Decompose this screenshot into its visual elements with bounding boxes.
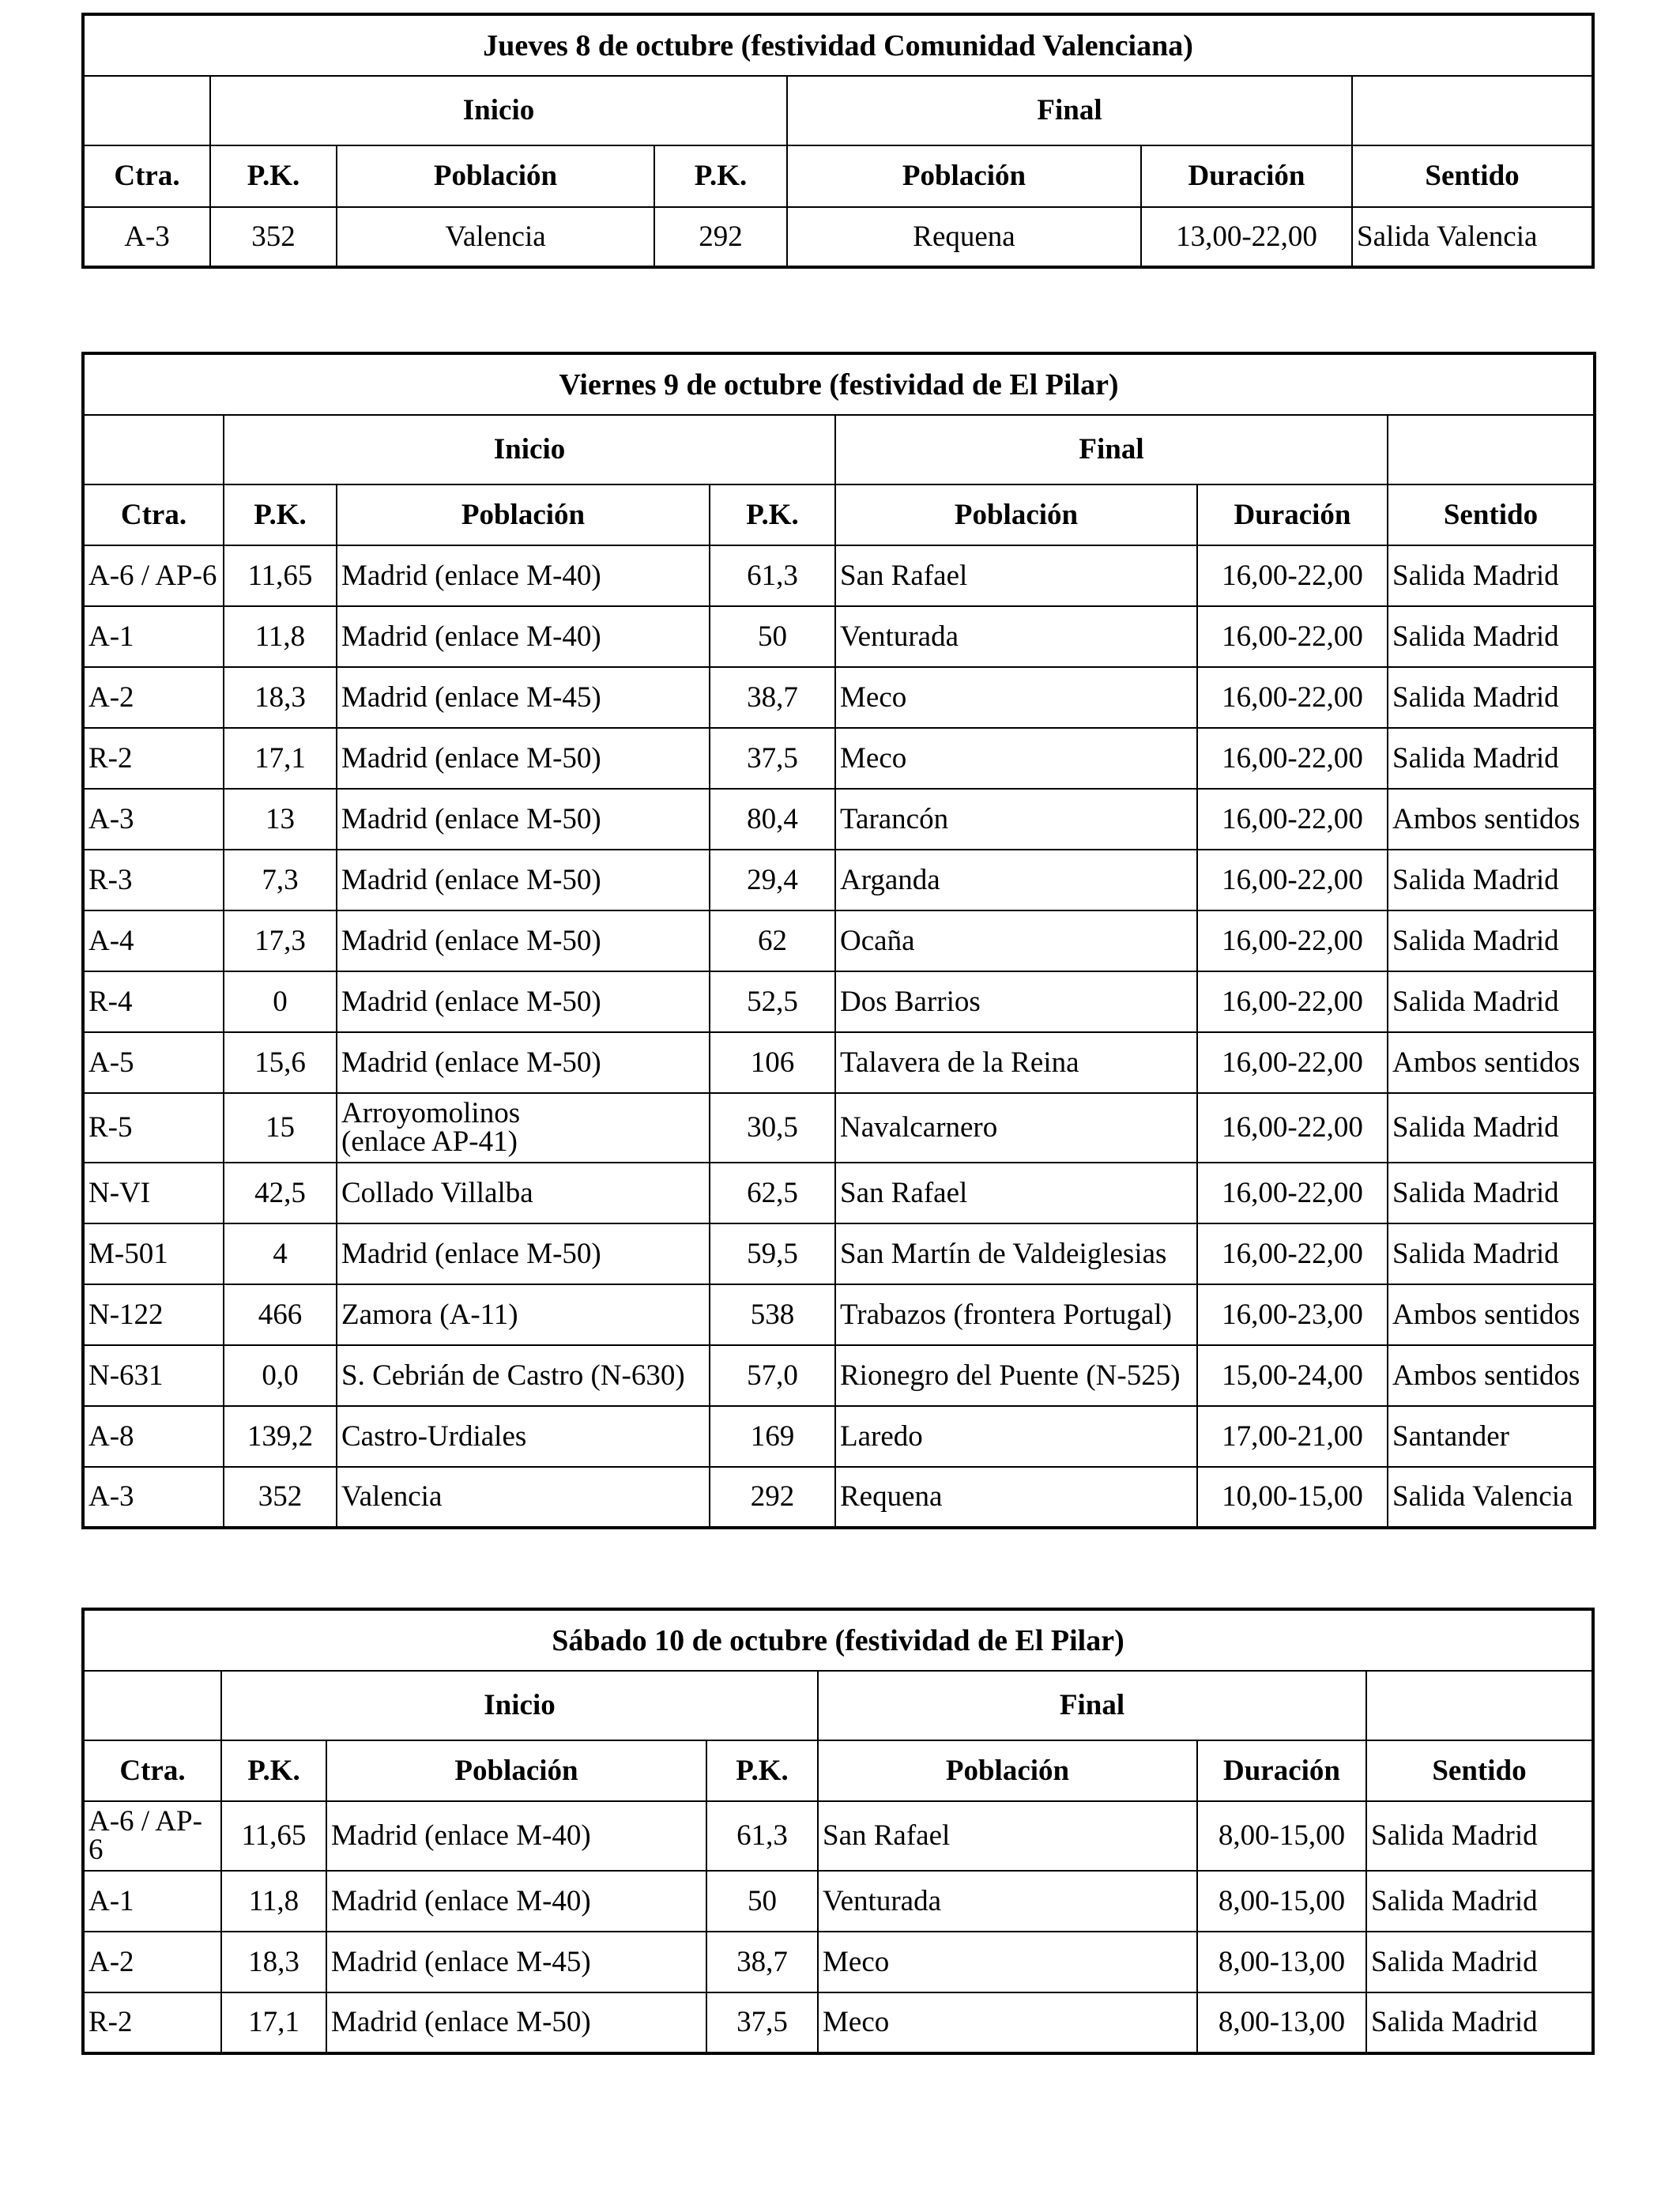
cell-duracion: 8,00-15,00 <box>1197 1801 1366 1871</box>
schedule-table-viernes <box>81 352 1596 1529</box>
cell-pk-final: 292 <box>710 1467 835 1528</box>
group-final: Final <box>835 415 1388 484</box>
cell-sentido: Salida Madrid <box>1388 1163 1595 1223</box>
cell-duracion: 16,00-22,00 <box>1197 850 1388 910</box>
cell-sentido: Salida Madrid <box>1388 728 1595 789</box>
cell-ctra: R-5 <box>83 1093 224 1163</box>
table-row <box>83 207 1593 267</box>
cell-pk-final: 106 <box>710 1032 835 1093</box>
cell-ctra: A-6 / AP-6 <box>83 545 224 606</box>
cell-pk-final: 538 <box>710 1284 835 1345</box>
cell-pk-final: 52,5 <box>710 971 835 1032</box>
table-row <box>83 850 1595 910</box>
table-row <box>83 1467 1595 1528</box>
cell-sentido: Salida Madrid <box>1388 971 1595 1032</box>
cell-ctra: N-VI <box>83 1163 224 1223</box>
cell-poblacion-final: Meco <box>835 667 1197 728</box>
group-inicio: Inicio <box>221 1671 818 1740</box>
cell-pk-final: 38,7 <box>710 667 835 728</box>
cell-duracion: 16,00-22,00 <box>1197 1223 1388 1284</box>
cell-sentido: Salida Madrid <box>1388 1223 1595 1284</box>
cell-duracion: 16,00-23,00 <box>1197 1284 1388 1345</box>
cell-sentido: Salida Madrid <box>1388 850 1595 910</box>
header-poblacion-inicio: Población <box>337 484 710 545</box>
cell-sentido: Salida Madrid <box>1388 545 1595 606</box>
cell-poblacion-final: Venturada <box>835 606 1197 667</box>
table-row <box>83 1093 1595 1163</box>
cell-pk-final: 50 <box>706 1871 818 1932</box>
cell-ctra: A-3 <box>83 789 224 850</box>
cell-sentido: Ambos sentidos <box>1388 1032 1595 1093</box>
header-pk-inicio: P.K. <box>210 145 337 207</box>
table-row <box>83 971 1595 1032</box>
table-row <box>83 606 1595 667</box>
cell-pk-final: 62 <box>710 910 835 971</box>
header-poblacion-final: Población <box>835 484 1197 545</box>
cell-poblacion-final: Meco <box>818 1932 1197 1992</box>
cell-pk-inicio: 11,8 <box>224 606 337 667</box>
cell-duracion: 8,00-13,00 <box>1197 1992 1366 2053</box>
cell-ctra: R-2 <box>83 1992 221 2053</box>
cell-ctra: A-3 <box>83 207 210 267</box>
cell-pk-final: 57,0 <box>710 1345 835 1406</box>
cell-pk-final: 29,4 <box>710 850 835 910</box>
table-row <box>83 667 1595 728</box>
cell-ctra: A-1 <box>83 1871 221 1932</box>
group-inicio: Inicio <box>224 415 835 484</box>
cell-pk-final: 292 <box>654 207 787 267</box>
cell-duracion: 16,00-22,00 <box>1197 910 1388 971</box>
header-pk-final: P.K. <box>710 484 835 545</box>
table-title: Sábado 10 de octubre (festividad de El Pilar) <box>83 1609 1593 1671</box>
cell-sentido: Ambos sentidos <box>1388 1345 1595 1406</box>
table-row <box>83 1932 1593 1992</box>
cell-ctra: R-3 <box>83 850 224 910</box>
cell-ctra: A-4 <box>83 910 224 971</box>
table-row <box>83 910 1595 971</box>
cell-pk-inicio: 466 <box>224 1284 337 1345</box>
cell-ctra: N-122 <box>83 1284 224 1345</box>
cell-poblacion-final: Trabazos (frontera Portugal) <box>835 1284 1197 1345</box>
cell-poblacion-final: Ocaña <box>835 910 1197 971</box>
cell-poblacion-inicio: Valencia <box>337 207 654 267</box>
cell-poblacion-final: San Rafael <box>835 545 1197 606</box>
header-pk-inicio: P.K. <box>224 484 337 545</box>
cell-ctra: A-8 <box>83 1406 224 1467</box>
header-ctra: Ctra. <box>83 1740 221 1801</box>
cell-sentido: Santander <box>1388 1406 1595 1467</box>
cell-pk-inicio: 0 <box>224 971 337 1032</box>
cell-sentido: Ambos sentidos <box>1388 789 1595 850</box>
cell-poblacion-inicio: Madrid (enlace M-45) <box>326 1932 706 1992</box>
cell-sentido: Salida Madrid <box>1388 1093 1595 1163</box>
cell-poblacion-inicio: Arroyomolinos (enlace AP-41) <box>337 1093 710 1163</box>
cell-duracion: 16,00-22,00 <box>1197 667 1388 728</box>
cell-pk-inicio: 11,65 <box>224 545 337 606</box>
cell-pk-inicio: 17,3 <box>224 910 337 971</box>
cell-poblacion-inicio: Madrid (enlace M-40) <box>326 1871 706 1932</box>
table-row <box>83 1032 1595 1093</box>
table-row <box>83 1284 1595 1345</box>
cell-pk-inicio: 352 <box>224 1467 337 1528</box>
group-spacer <box>1352 76 1593 145</box>
cell-poblacion-inicio: Madrid (enlace M-40) <box>337 606 710 667</box>
cell-duracion: 8,00-15,00 <box>1197 1871 1366 1932</box>
cell-pk-inicio: 139,2 <box>224 1406 337 1467</box>
table-row <box>83 1345 1595 1406</box>
cell-poblacion-inicio: Zamora (A-11) <box>337 1284 710 1345</box>
header-pk-final: P.K. <box>654 145 787 207</box>
table-row <box>83 1992 1593 2053</box>
cell-pk-inicio: 17,1 <box>221 1992 326 2053</box>
cell-pk-final: 61,3 <box>710 545 835 606</box>
table-row <box>83 1406 1595 1467</box>
cell-poblacion-final: San Martín de Valdeiglesias <box>835 1223 1197 1284</box>
table-row <box>83 545 1595 606</box>
cell-pk-final: 61,3 <box>706 1801 818 1871</box>
cell-pk-inicio: 18,3 <box>224 667 337 728</box>
group-final: Final <box>818 1671 1366 1740</box>
header-pk-inicio: P.K. <box>221 1740 326 1801</box>
cell-pk-final: 80,4 <box>710 789 835 850</box>
cell-pk-inicio: 13 <box>224 789 337 850</box>
cell-sentido: Salida Madrid <box>1388 910 1595 971</box>
group-final: Final <box>787 76 1352 145</box>
cell-poblacion-final: Talavera de la Reina <box>835 1032 1197 1093</box>
cell-sentido: Salida Madrid <box>1366 1801 1593 1871</box>
header-duracion: Duración <box>1197 484 1388 545</box>
cell-poblacion-inicio: Madrid (enlace M-50) <box>337 1223 710 1284</box>
cell-poblacion-inicio: Madrid (enlace M-50) <box>337 1032 710 1093</box>
cell-duracion: 16,00-22,00 <box>1197 1032 1388 1093</box>
cell-pk-inicio: 42,5 <box>224 1163 337 1223</box>
cell-pk-final: 62,5 <box>710 1163 835 1223</box>
cell-poblacion-inicio: Madrid (enlace M-50) <box>337 789 710 850</box>
cell-poblacion-final: San Rafael <box>835 1163 1197 1223</box>
schedule-table-jueves <box>81 13 1595 269</box>
header-duracion: Duración <box>1141 145 1352 207</box>
header-poblacion-final: Población <box>818 1740 1197 1801</box>
table-title: Viernes 9 de octubre (festividad de El Pilar) <box>83 353 1595 415</box>
cell-poblacion-final: Laredo <box>835 1406 1197 1467</box>
cell-duracion: 13,00-22,00 <box>1141 207 1352 267</box>
cell-pk-final: 30,5 <box>710 1093 835 1163</box>
cell-poblacion-final: Venturada <box>818 1871 1197 1932</box>
cell-ctra: A-1 <box>83 606 224 667</box>
cell-ctra: R-4 <box>83 971 224 1032</box>
header-pk-final: P.K. <box>706 1740 818 1801</box>
cell-ctra: A-2 <box>83 667 224 728</box>
cell-poblacion-inicio: Madrid (enlace M-50) <box>337 971 710 1032</box>
cell-poblacion-inicio: Collado Villalba <box>337 1163 710 1223</box>
cell-poblacion-final: Arganda <box>835 850 1197 910</box>
cell-ctra: A-3 <box>83 1467 224 1528</box>
cell-pk-inicio: 17,1 <box>224 728 337 789</box>
cell-poblacion-inicio: Madrid (enlace M-45) <box>337 667 710 728</box>
cell-ctra: M-501 <box>83 1223 224 1284</box>
cell-ctra: A-2 <box>83 1932 221 1992</box>
table-row <box>83 789 1595 850</box>
cell-poblacion-final: Dos Barrios <box>835 971 1197 1032</box>
header-duracion: Duración <box>1197 1740 1366 1801</box>
cell-pk-inicio: 7,3 <box>224 850 337 910</box>
cell-pk-inicio: 18,3 <box>221 1932 326 1992</box>
cell-sentido: Salida Madrid <box>1366 1932 1593 1992</box>
cell-poblacion-final: San Rafael <box>818 1801 1197 1871</box>
cell-poblacion-inicio: Madrid (enlace M-50) <box>337 850 710 910</box>
cell-poblacion-inicio: Madrid (enlace M-40) <box>337 545 710 606</box>
cell-duracion: 8,00-13,00 <box>1197 1932 1366 1992</box>
cell-duracion: 15,00-24,00 <box>1197 1345 1388 1406</box>
cell-poblacion-inicio: Madrid (enlace M-40) <box>326 1801 706 1871</box>
cell-poblacion-inicio: Madrid (enlace M-50) <box>326 1992 706 2053</box>
header-ctra: Ctra. <box>83 484 224 545</box>
cell-pk-inicio: 15 <box>224 1093 337 1163</box>
cell-duracion: 16,00-22,00 <box>1197 728 1388 789</box>
group-inicio: Inicio <box>210 76 787 145</box>
cell-poblacion-final: Meco <box>835 728 1197 789</box>
cell-duracion: 16,00-22,00 <box>1197 545 1388 606</box>
cell-pk-inicio: 352 <box>210 207 337 267</box>
group-spacer <box>1388 415 1595 484</box>
header-poblacion-inicio: Población <box>337 145 654 207</box>
cell-sentido: Ambos sentidos <box>1388 1284 1595 1345</box>
cell-sentido: Salida Valencia <box>1352 207 1593 267</box>
cell-pk-inicio: 11,65 <box>221 1801 326 1871</box>
cell-pk-final: 37,5 <box>706 1992 818 2053</box>
cell-duracion: 16,00-22,00 <box>1197 1163 1388 1223</box>
cell-ctra: A-6 / AP- 6 <box>83 1801 221 1871</box>
cell-ctra: N-631 <box>83 1345 224 1406</box>
cell-poblacion-final: Navalcarnero <box>835 1093 1197 1163</box>
table-row <box>83 1223 1595 1284</box>
cell-duracion: 10,00-15,00 <box>1197 1467 1388 1528</box>
cell-duracion: 17,00-21,00 <box>1197 1406 1388 1467</box>
schedule-table-sabado <box>81 1608 1595 2055</box>
header-sentido: Sentido <box>1388 484 1595 545</box>
cell-poblacion-inicio: Castro-Urdiales <box>337 1406 710 1467</box>
header-poblacion-inicio: Población <box>326 1740 706 1801</box>
table-row <box>83 1163 1595 1223</box>
table-row <box>83 1801 1593 1871</box>
cell-pk-inicio: 0,0 <box>224 1345 337 1406</box>
header-sentido: Sentido <box>1352 145 1593 207</box>
cell-pk-final: 59,5 <box>710 1223 835 1284</box>
cell-duracion: 16,00-22,00 <box>1197 606 1388 667</box>
table-row <box>83 728 1595 789</box>
header-ctra: Ctra. <box>83 145 210 207</box>
group-spacer <box>83 415 224 484</box>
cell-poblacion-inicio: S. Cebrián de Castro (N-630) <box>337 1345 710 1406</box>
cell-pk-inicio: 4 <box>224 1223 337 1284</box>
cell-duracion: 16,00-22,00 <box>1197 971 1388 1032</box>
group-spacer <box>1366 1671 1593 1740</box>
cell-sentido: Salida Valencia <box>1388 1467 1595 1528</box>
cell-pk-final: 37,5 <box>710 728 835 789</box>
cell-poblacion-final: Meco <box>818 1992 1197 2053</box>
cell-poblacion-final: Tarancón <box>835 789 1197 850</box>
cell-sentido: Salida Madrid <box>1366 1992 1593 2053</box>
group-spacer <box>83 1671 221 1740</box>
cell-poblacion-inicio: Valencia <box>337 1467 710 1528</box>
cell-poblacion-inicio: Madrid (enlace M-50) <box>337 728 710 789</box>
cell-poblacion-final: Requena <box>835 1467 1197 1528</box>
cell-sentido: Salida Madrid <box>1388 606 1595 667</box>
table-row <box>83 1871 1593 1932</box>
cell-ctra: R-2 <box>83 728 224 789</box>
cell-pk-final: 169 <box>710 1406 835 1467</box>
cell-poblacion-final: Requena <box>787 207 1141 267</box>
cell-poblacion-final: Rionegro del Puente (N-525) <box>835 1345 1197 1406</box>
cell-duracion: 16,00-22,00 <box>1197 789 1388 850</box>
cell-sentido: Salida Madrid <box>1388 667 1595 728</box>
cell-pk-final: 38,7 <box>706 1932 818 1992</box>
cell-ctra: A-5 <box>83 1032 224 1093</box>
header-poblacion-final: Población <box>787 145 1141 207</box>
cell-duracion: 16,00-22,00 <box>1197 1093 1388 1163</box>
header-sentido: Sentido <box>1366 1740 1593 1801</box>
cell-pk-inicio: 11,8 <box>221 1871 326 1932</box>
cell-poblacion-inicio: Madrid (enlace M-50) <box>337 910 710 971</box>
cell-pk-final: 50 <box>710 606 835 667</box>
group-spacer <box>83 76 210 145</box>
cell-sentido: Salida Madrid <box>1366 1871 1593 1932</box>
table-title: Jueves 8 de octubre (festividad Comunidad Valenciana) <box>83 14 1593 76</box>
cell-pk-inicio: 15,6 <box>224 1032 337 1093</box>
